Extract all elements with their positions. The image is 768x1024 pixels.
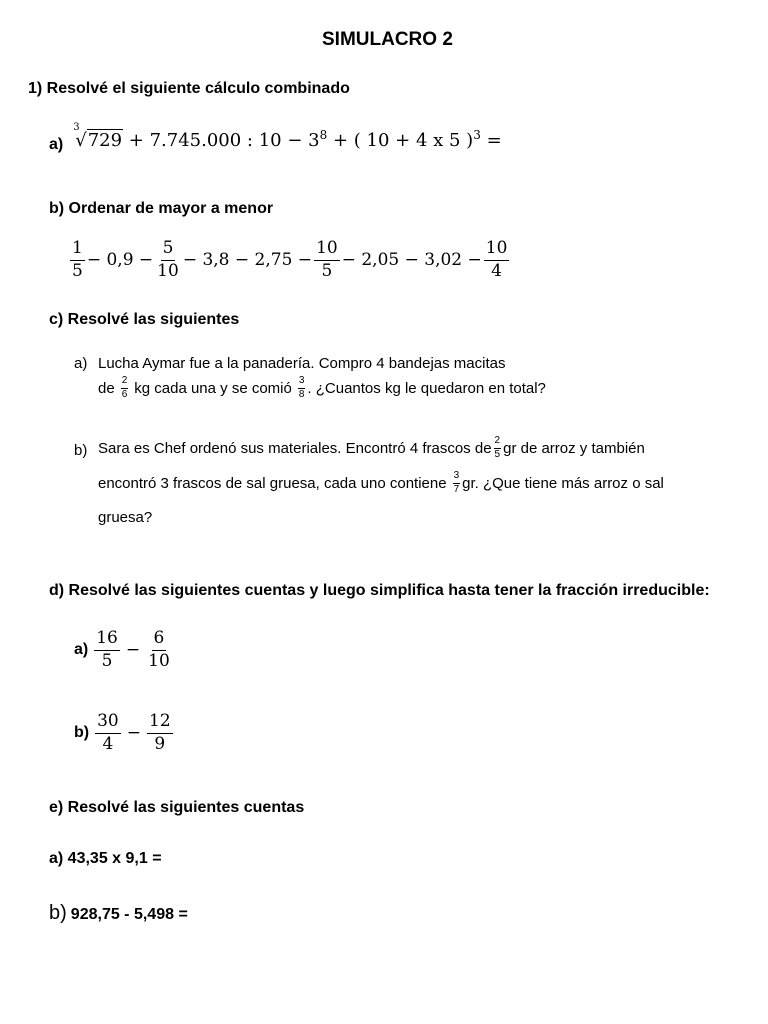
fraction bbox=[298, 376, 306, 400]
minus-sign: − bbox=[126, 723, 141, 744]
radicand: 729 bbox=[87, 129, 123, 151]
fraction bbox=[155, 240, 181, 281]
numerator: 1 bbox=[70, 240, 85, 261]
denominator: 4 bbox=[491, 260, 502, 281]
numerator: 2 bbox=[121, 376, 129, 389]
ordering-expression bbox=[70, 240, 509, 281]
denominator: 5 bbox=[101, 650, 113, 671]
numerator: 16 bbox=[94, 630, 120, 651]
text: kg cada una y se comió bbox=[134, 379, 292, 397]
cube-root: 3 √729 bbox=[73, 121, 123, 151]
fraction bbox=[70, 240, 85, 281]
exponent: 3 bbox=[473, 127, 481, 142]
question-1c-heading: c) Resolvé las siguientes bbox=[49, 311, 240, 328]
denominator: 8 bbox=[298, 388, 305, 400]
numerator: 3 bbox=[453, 471, 461, 484]
text: de bbox=[98, 379, 115, 397]
exercise-e-b bbox=[49, 902, 188, 925]
text: gr de arroz y también bbox=[503, 439, 645, 457]
fraction bbox=[484, 240, 510, 281]
fraction bbox=[95, 713, 121, 754]
problem-a-label: a) bbox=[74, 355, 88, 372]
denominator: 5 bbox=[72, 260, 83, 281]
numerator: 10 bbox=[484, 240, 510, 261]
denominator: 4 bbox=[102, 733, 114, 754]
root-index: 3 bbox=[73, 121, 80, 133]
denominator: 6 bbox=[121, 388, 128, 400]
minus-sign: − bbox=[125, 640, 141, 661]
problem-b-line3: gruesa? bbox=[98, 509, 153, 526]
denominator: 5 bbox=[321, 260, 333, 281]
expression-part: − 0,9 − bbox=[86, 250, 154, 271]
expression-part: − 2,05 − 3,02 − bbox=[341, 250, 482, 271]
fraction bbox=[494, 436, 502, 460]
question-1a bbox=[49, 121, 502, 154]
numerator: 6 bbox=[152, 630, 167, 651]
item-label: a) bbox=[74, 641, 89, 659]
expression: 928,75 - 5,498 = bbox=[70, 906, 188, 923]
fraction bbox=[94, 630, 120, 671]
exercise-e-a: a) 43,35 x 9,1 = bbox=[49, 850, 162, 867]
denominator: 5 bbox=[494, 448, 501, 460]
fraction bbox=[146, 630, 172, 671]
denominator: 10 bbox=[148, 650, 170, 671]
item-label: b) bbox=[49, 902, 67, 924]
page-title: SIMULACRO 2 bbox=[322, 29, 453, 50]
numerator: 12 bbox=[147, 713, 173, 734]
expression-part: + ( 10 + 4 x 5 ) bbox=[327, 129, 474, 151]
item-label: b) bbox=[74, 724, 90, 742]
item-label: a) bbox=[49, 136, 64, 153]
question-1-heading: 1) Resolvé el siguiente cálculo combinado bbox=[28, 80, 350, 97]
denominator: 7 bbox=[453, 483, 460, 495]
problem-a-line1: Lucha Aymar fue a la panadería. Compro 4 bandejas macitas bbox=[98, 355, 506, 372]
problem-b-line2 bbox=[98, 471, 664, 495]
numerator: 2 bbox=[494, 436, 502, 449]
question-1e-heading: e) Resolvé las siguientes cuentas bbox=[49, 799, 305, 816]
combined-expression bbox=[73, 121, 502, 151]
text: . ¿Cuantos kg le quedaron en total? bbox=[307, 379, 546, 397]
exercise-d-a bbox=[74, 630, 172, 671]
numerator: 5 bbox=[161, 240, 176, 261]
numerator: 10 bbox=[314, 240, 340, 261]
numerator: 3 bbox=[298, 376, 306, 389]
text: encontró 3 frascos de sal gruesa, cada uno contiene bbox=[98, 474, 447, 492]
equals-sign: = bbox=[480, 129, 502, 151]
problem-b-label: b) bbox=[74, 442, 88, 459]
problem-b-line1 bbox=[98, 436, 645, 460]
text: gr. ¿Que tiene más arroz o sal bbox=[462, 474, 664, 492]
fraction bbox=[147, 713, 173, 754]
expression-part: + 7.745.000 : 10 − 3 bbox=[123, 129, 320, 151]
fraction bbox=[314, 240, 340, 281]
denominator: 10 bbox=[157, 260, 179, 281]
fraction bbox=[121, 376, 129, 400]
question-1b-heading: b) Ordenar de mayor a menor bbox=[49, 200, 274, 217]
numerator: 30 bbox=[95, 713, 121, 734]
expression-part: − 3,8 − 2,75 − bbox=[182, 250, 313, 271]
question-1d-heading: d) Resolvé las siguientes cuentas y luego simplifica hasta tener la fracción irreducible: bbox=[49, 582, 710, 599]
problem-a-line2 bbox=[98, 376, 546, 400]
exercise-d-b bbox=[74, 713, 173, 754]
text: Sara es Chef ordenó sus materiales. Encontró 4 frascos de bbox=[98, 439, 492, 457]
fraction bbox=[453, 471, 461, 495]
denominator: 9 bbox=[154, 733, 166, 754]
exponent: 8 bbox=[319, 127, 328, 142]
